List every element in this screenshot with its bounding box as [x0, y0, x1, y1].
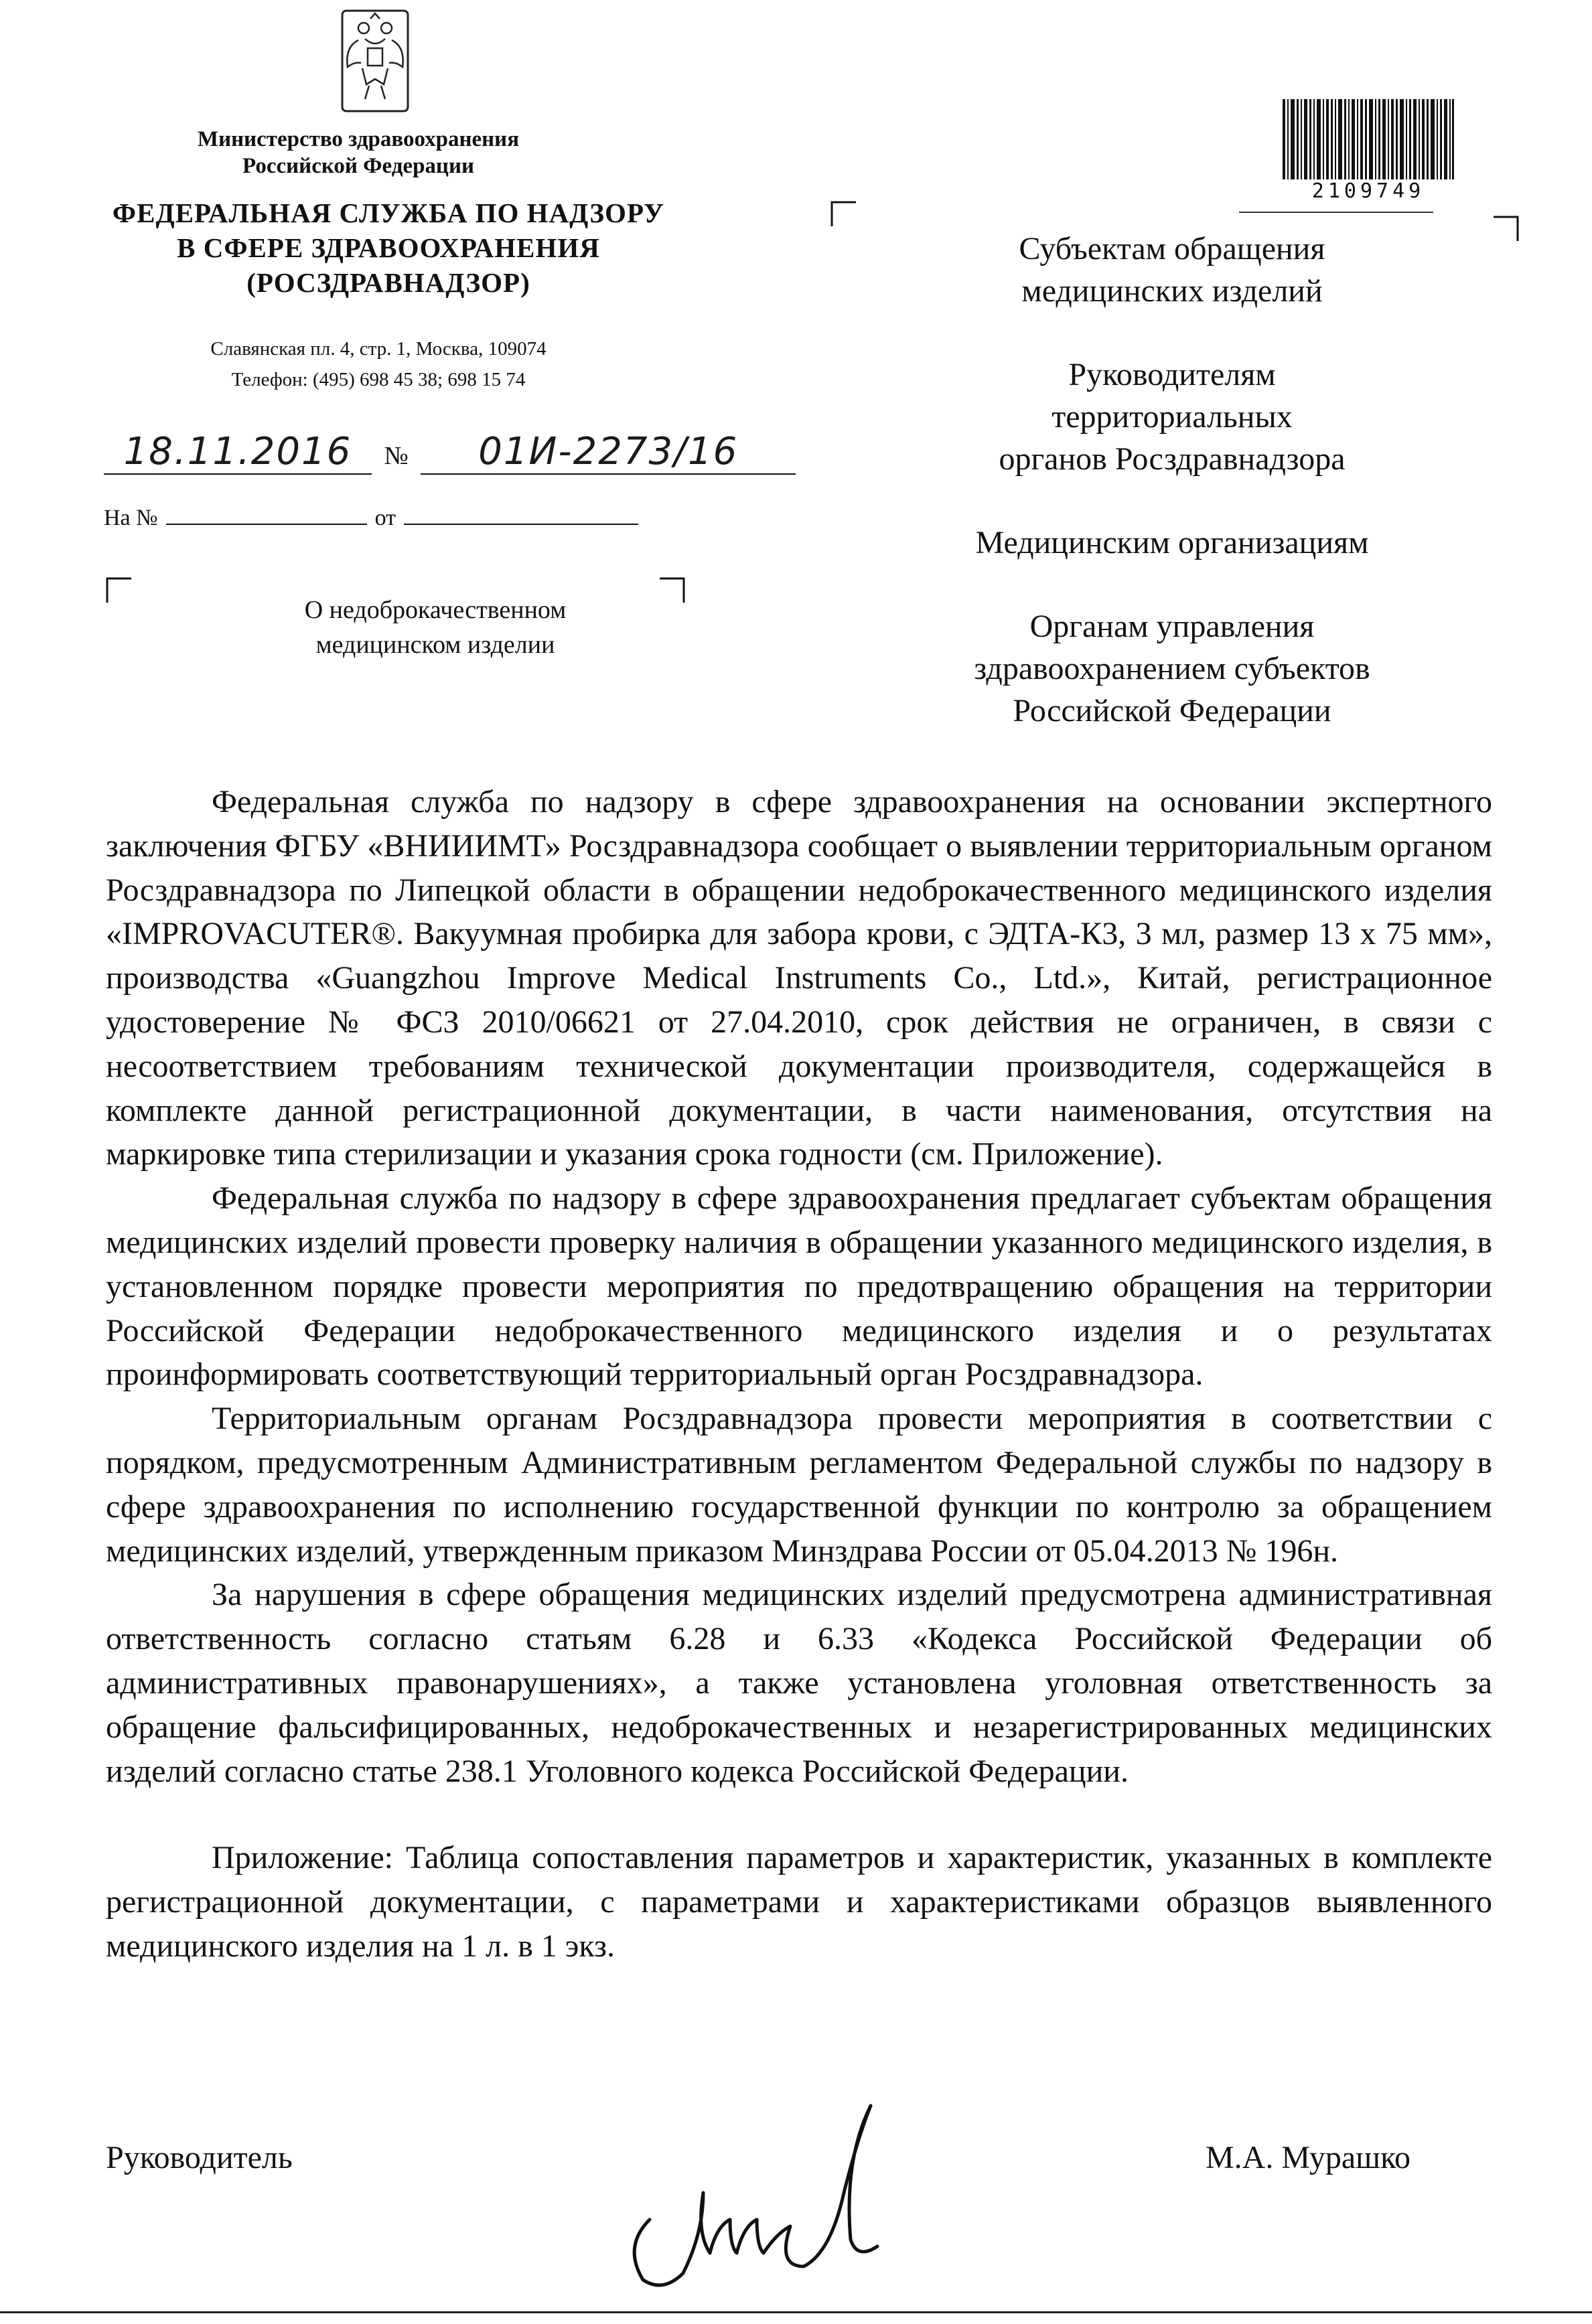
- address-block: [100, 333, 656, 395]
- letter-subject: [201, 593, 670, 662]
- number-sign: №: [384, 442, 409, 470]
- recipient-group-1: [871, 228, 1473, 312]
- ministry-line-1: Министерство здравоохранения: [197, 127, 520, 151]
- body-paragraph-2: Федеральная служба по надзору в сфере здравоохранения предлагает субъектам обращения медицинских изделий провести проверку наличия в обращении указанного медицинского изделия, в установленном порядке провести мероприятия по предотвращению обращения на территории Российской Федерации недоброкачественного медицинского изделия и о результатах проинформировать соответствующий территориальный орган Росздравнадзора.: [106, 1180, 1492, 1393]
- recipients-block: [871, 228, 1473, 773]
- recipient-line: Субъектам обращения: [1019, 231, 1325, 266]
- letter-date: 18.11.2016: [104, 430, 372, 475]
- ministry-line-2: Российской Федерации: [242, 154, 474, 178]
- barcode-underline: [1239, 212, 1433, 213]
- reply-number-blank: [166, 503, 367, 525]
- body-paragraph-1: Федеральная служба по надзору в сфере здравоохранения на основании экспертного заключения ФГБУ «ВНИИИМТ» Росздравнадзора сообщает о выявлении территориальным органом Росздравнадзора по Липецкой области в обращении недоброкачественного медицинского изделия «IMPROVACUTER®. Вакуумная пробирка для забора крови, с ЭДТА-К3, 3 мл, размер 13 х 75 мм», производства «Guangzhou Improve Medical Instruments Co., Ltd.», Китай, регистрационное удостоверение № ФСЗ 2010/06621 от 27.04.2010, срок действия не ограничен, в связи с несоответствием требованиям технической документации производителя, содержащейся в комплекте данной регистрационной документации, в части наименования, отсутствия на маркировке типа стерилизации и указания срока годности (см. Приложение).: [106, 784, 1492, 1172]
- registration-line: [104, 430, 796, 471]
- subject-line-2: медицинском изделии: [315, 631, 555, 659]
- address-line: Славянская пл. 4, стр. 1, Москва, 109074: [210, 338, 547, 360]
- signatory-title: Руководитель: [106, 2140, 293, 2175]
- coat-of-arms-emblem: [338, 7, 412, 117]
- recipient-line: Руководителям: [1068, 357, 1276, 392]
- ministry-name: [100, 126, 616, 179]
- recipient-group-3: [871, 522, 1473, 564]
- recipient-line: Органам управления: [1029, 609, 1315, 644]
- subject-line-1: О недоброкачественном: [304, 596, 567, 624]
- service-line-1: ФЕДЕРАЛЬНАЯ СЛУЖБА ПО НАДЗОРУ: [112, 198, 665, 228]
- phone-line: Телефон: (495) 698 45 38; 698 15 74: [231, 369, 526, 390]
- signatory-name: М.А. Мурашко: [1206, 2140, 1410, 2175]
- barcode-number: 2109749: [1311, 179, 1425, 203]
- body-paragraph-3: Территориальным органам Росздравнадзора провести мероприятия в соответствии с порядком, предусмотренным Административным регламентом Федеральной службы по надзору в сфере здравоохранения по исполнению государственной функции по контролю за обращением медицинских изделий, утвержденным приказом Минздрава России от 05.04.2013 № 196н.: [106, 1401, 1492, 1569]
- recipient-line: Медицинским организациям: [975, 525, 1369, 560]
- recipient-line: медицинских изделий: [1021, 273, 1323, 309]
- recipient-group-2: [871, 354, 1473, 480]
- body-paragraph-4: За нарушения в сфере обращения медицинских изделий предусмотрена административная ответственность согласно статьям 6.28 и 6.33 «Кодекса Российской Федерации об административных правонарушениях», а также установлена уголовная ответственность за обращение фальсифицированных, недоброкачественных и незарегистрированных медицинских изделий согласно статье 238.1 Уголовного кодекса Российской Федерации.: [106, 1577, 1492, 1789]
- recipient-group-4: [871, 605, 1473, 732]
- barcode: [1283, 99, 1454, 179]
- service-line-2: В СФЕРЕ ЗДРАВООХРАНЕНИЯ: [177, 232, 600, 263]
- from-label: от: [374, 506, 396, 530]
- attachment-paragraph: Приложение: Таблица сопоставления параметров и характеристик, указанных в комплекте регистрационной документации, с параметрами и характеристиками образцов выявленного медицинского изделия на 1 л. в 1 экз.: [106, 1840, 1492, 1964]
- handwritten-signature: [603, 2066, 891, 2307]
- reply-label: На №: [104, 506, 158, 530]
- recipients-bracket-right: [1494, 216, 1519, 241]
- letter-body: [106, 780, 1492, 1968]
- service-name: [94, 196, 683, 300]
- recipient-line: Российской Федерации: [1013, 693, 1331, 728]
- recipient-line: здравоохранением субъектов: [974, 651, 1370, 686]
- reply-date-blank: [404, 503, 638, 525]
- letter-number: 01И-2273/16: [421, 430, 796, 475]
- recipient-line: органов Росздравнадзора: [999, 441, 1346, 477]
- recipient-line: территориальных: [1052, 399, 1293, 435]
- corner-bracket-left: [106, 577, 131, 603]
- service-line-3: (РОСЗДРАВНАДЗОР): [246, 267, 530, 298]
- recipients-bracket-left: [830, 201, 856, 226]
- reply-reference-line: [104, 503, 646, 531]
- page-bottom-rule: [0, 2311, 1592, 2313]
